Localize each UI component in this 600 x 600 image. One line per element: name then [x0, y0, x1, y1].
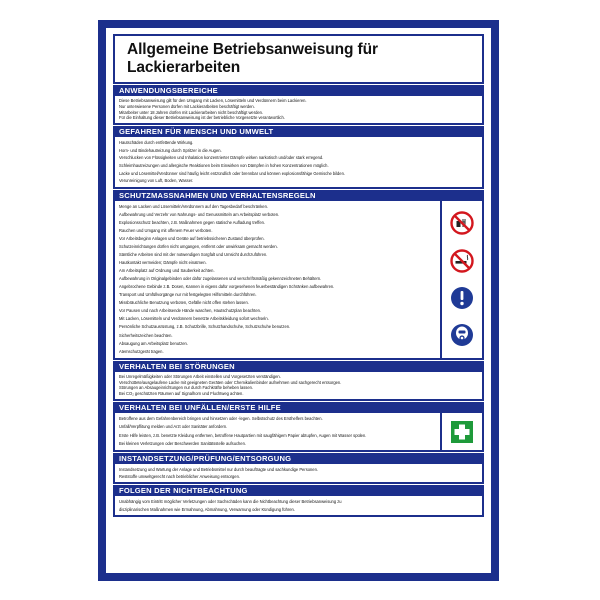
section-text	[115, 372, 482, 400]
text-line: Menge an Lacken und Lösemitteln/Verdünnern auf den Tagesbedarf beschränken.	[119, 203, 268, 209]
text-line: Reststoffe umweltgerecht nach betrieblicher Anweisung entsorgen.	[119, 474, 240, 480]
safety-signs	[440, 201, 482, 358]
text-line: Mitarbeiter unter 18 Jahren dürfen mit Lackierarbeiten nicht beschäftigt werden.	[119, 109, 264, 115]
text-line: Angebrochene Gebinde z.B. Dosen, Kannen in eigens dafür vorgesehenen feuerbeständigen Schränken aufbewahren.	[119, 284, 335, 290]
text-line: Aufbewahrung in Originalgebinden oder dafür zugelassenen und verschriftsmäßig gekennzeichneten Behältern.	[119, 276, 322, 282]
section-anwendungsbereiche	[113, 85, 484, 125]
text-line: Hautkontakt vermeiden; Dämpfe nicht einatmen.	[119, 260, 207, 266]
section-text	[115, 464, 482, 482]
text-line: disziplinarischen Maßnahmen wie Ermahnung, Abmahnung, Verwarnung oder Kündigung führen.	[119, 506, 295, 512]
section-heading: FOLGEN DER NICHTBEACHTUNG	[113, 485, 484, 496]
section-gefahren	[113, 126, 484, 189]
text-line: Unfall/Verpflitung melden und Arzt oder Sanitäter anfordern.	[119, 424, 228, 430]
text-line: Vor Pausen und nach Arbeitsende Hände waschen, Hautschutzplan beachten.	[119, 308, 262, 314]
text-line: Rauchen und Umgang mit offenem Feuer verboten.	[119, 227, 213, 233]
no-smoking-icon	[450, 249, 474, 273]
no-food-icon	[450, 211, 474, 235]
text-line: Missbräuchliche Benutzung verboten, Gefälle nicht offen stehen lassen.	[119, 300, 249, 306]
section-text	[115, 413, 440, 450]
text-line: Horn- und Bindehautreizung durch Spritzer in die Augen.	[119, 147, 222, 153]
text-line: Transport und Umfüllvorgänge nur mit festgelegten Hilfsmitteln durchführen.	[119, 292, 257, 298]
text-line: Für die Einhaltung dieser Betriebsanweisung ist der betriebliche Vorgesetzte verantwortlich.	[119, 115, 285, 121]
section-text	[115, 201, 440, 358]
first-aid-icon	[450, 420, 474, 444]
text-line: Absaugung am Arbeitsplatz benutzen.	[119, 340, 188, 346]
text-line: Vor Arbeitsbeginn Anlagen und Geräte auf betriebssicheren Zustand überprüfen.	[119, 235, 265, 241]
section-text	[115, 137, 482, 187]
respirator-icon	[450, 323, 474, 347]
text-line: Betroffene aus dem Gefahrenbereich bringen und hinsetzen oder -legen. Selbstschutz des Ersthelfers beachten.	[119, 416, 323, 422]
section-text	[115, 496, 482, 515]
sheet-content	[113, 34, 484, 567]
text-line: Nur unterwiesene Personen dürfen mit Lackierarbeiten beschäftigt werden.	[119, 103, 255, 109]
section-text	[115, 96, 482, 123]
text-line: Persönliche Schutzausrüstung, z.B. Schutzbrille, Schutzhandschuhe, Schutzschuhe benutzen.	[119, 324, 291, 330]
text-line: Sicherheitszeichen beachten.	[119, 332, 173, 338]
text-line: Atemschutzgerät tragen.	[119, 348, 164, 354]
instruction-sheet	[98, 20, 499, 581]
text-line: Bei Unregelmäßigkeiten oder Störungen Arbeit einstellen und Vorgesetzten verständigen.	[119, 373, 281, 379]
section-heading: VERHALTEN BEI STÖRUNGEN	[113, 361, 484, 372]
text-line: Am Arbeitsplatz auf Ordnung und Sauberkeit achten.	[119, 268, 215, 274]
text-line: Verschlucken von Flüssigkeiten und Inhalation konzentrierter Dämpfe wirken narkotisch und/oder stark erregend.	[119, 155, 324, 161]
text-line: Diese Betriebsanweisung gilt für den Umgang mit Lacken, Lösemitteln und Verdünnern beim Lackieren.	[119, 98, 307, 103]
text-line: Sämtliche Arbeiten sind mit der notwendigen Sorgfalt und Umsicht durchzuführen.	[119, 252, 268, 258]
first-aid-signs	[440, 413, 482, 450]
text-line: Schleimhautreizungen und allergische Reaktionen beim Einwirken von Dämpfen in hohen Konzentrationen möglich.	[119, 162, 329, 168]
text-line: Schutzeinrichtungen dürfen nicht umgangen, entfernt oder unwirksam gemacht werden.	[119, 243, 278, 249]
section-stoerungen	[113, 361, 484, 402]
section-heading: VERHALTEN BEI UNFÄLLEN/ERSTE HILFE	[113, 402, 484, 413]
text-line: Erste Hilfe leisten, z.B. benetzte Kleidung entfernen, betroffene Hautpartien mit saugfähigem Papier abtupfen, Augen mit Wasser spülen.	[119, 432, 367, 438]
text-line: Unabhängig vom Eintritt möglicher Verletzungen oder Sachschäden kann die Nichtbeachtung dieser Betriebsanweisung zu	[119, 499, 342, 505]
section-instandsetzung	[113, 453, 484, 484]
text-line: Aufbewahrung und Verzehr von Nahrungs- und Genussmitteln am Arbeitsplatz verboten.	[119, 211, 280, 217]
section-heading: GEFAHREN FÜR MENSCH UND UMWELT	[113, 126, 484, 137]
page-title: Allgemeine Betriebsanweisung für Lackierarbeiten	[127, 41, 378, 76]
text-line: Verunreinigung von Luft, Boden, Wasser.	[119, 178, 194, 184]
title-box	[113, 34, 484, 84]
section-folgen	[113, 485, 484, 517]
text-line: Lacke und Lösemittel/Verdünner sind häufig leicht entzündlich oder brennbar und können explosionsfähige Gemische bilden.	[119, 170, 345, 176]
section-erste-hilfe	[113, 402, 484, 452]
section-heading: ANWENDUNGSBEREICHE	[113, 85, 484, 96]
section-heading: SCHUTZMASSNAHMEN UND VERHALTENSREGELN	[113, 190, 484, 201]
text-line: Bei kleinen Verletzungen oder Beschwerden Sanitätsstelle aufsuchen.	[119, 440, 246, 446]
text-line: Mit Lacken, Lösemitteln und Verdünnern benetzte Arbeitskleidung sofort wechseln.	[119, 316, 269, 322]
text-line: Bei CO₂ geschützten Räumen auf Signalhorn und Fluchtweg achten.	[119, 391, 244, 397]
text-line: Hautschäden durch entfettende Wirkung.	[119, 140, 194, 146]
text-line: Störungen an Absaugeinrichtungen nur durch Fachkräfte beheben lassen.	[119, 385, 254, 391]
text-line: Verschüttete/ausgelaufene Lacke mit geeigneten Geräten oder Chemikalienbinder aufnehmen und sachgerecht entsorgen.	[119, 379, 342, 385]
section-schutzmassnahmen	[113, 190, 484, 360]
mandatory-info-icon	[450, 286, 474, 310]
section-heading: INSTANDSETZUNG/PRÜFUNG/ENTSORGUNG	[113, 453, 484, 464]
text-line: Instandsetzung und Wartung der Anlage und Betriebsmittel nur durch beauftragte und sachkundige Personen.	[119, 467, 318, 473]
text-line: Explosionsschutz beachten, z.B. Maßnahmen gegen statische Aufladung treffen.	[119, 219, 266, 225]
